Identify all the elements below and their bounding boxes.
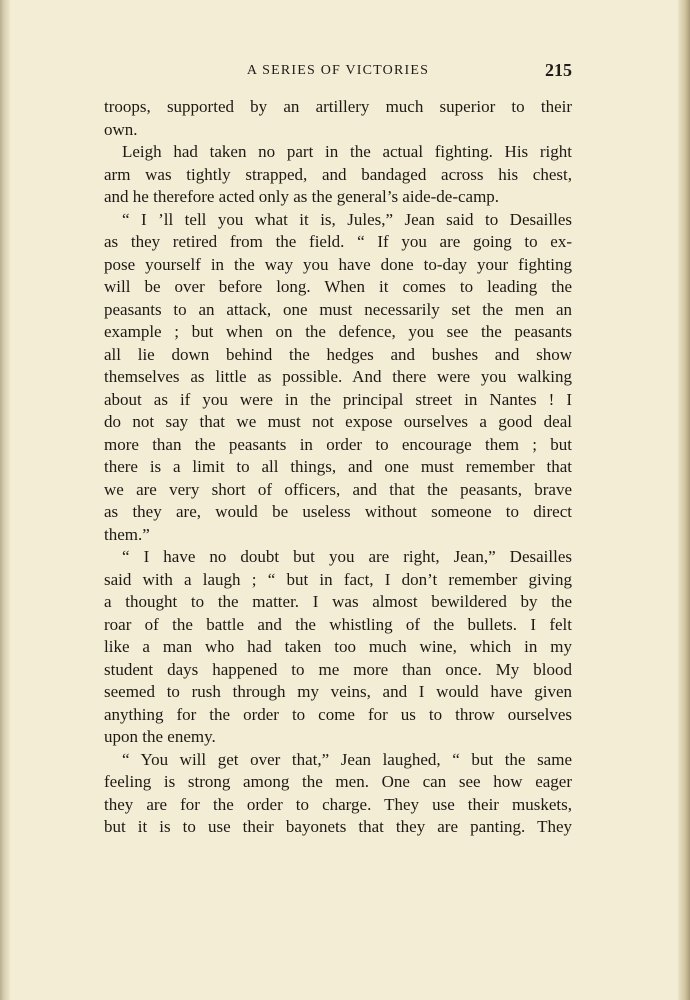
text-line: a thought to the matter. I was almost bewildered by the <box>104 592 572 611</box>
text-line: will be over before long. When it comes to leading the <box>104 277 572 296</box>
page-binding-edge <box>0 0 10 1000</box>
text-line: all lie down behind the hedges and bushes and show <box>104 344 572 364</box>
page-number: 215 <box>545 60 572 80</box>
text-line: anything for the order to come for us to throw ourselves <box>104 704 572 724</box>
text-line: Leigh had taken no part in the actual fighting. His right <box>122 142 572 161</box>
text-line: themselves as little as possible. And there were you walking <box>104 367 572 386</box>
text-line: like a man who had taken too much wine, which in my <box>104 637 572 656</box>
text-line: but it is to use their bayonets that they are panting. They <box>104 817 572 836</box>
text-line: and he therefore acted only as the general’s aide-de-camp. <box>104 187 500 206</box>
text-line: student days happened to me more than once. My blood <box>104 659 572 679</box>
text-line: roar of the battle and the whistling of the bullets. I felt <box>104 614 572 634</box>
text-line: arm was tightly strapped, and bandaged across his chest, <box>104 164 572 184</box>
text-line: upon the enemy. <box>104 727 216 746</box>
text-line: as they are, would be useless without someone to direct <box>104 502 572 521</box>
body-text <box>104 96 572 839</box>
text-line: them.” <box>104 524 150 544</box>
text-line: they are for the order to charge. They use their muskets, <box>104 794 572 814</box>
text-line: own. <box>104 119 138 139</box>
running-title: A SERIES OF VICTORIES <box>246 63 430 78</box>
text-line: as they retired from the field. “ If you are going to ex- <box>104 232 572 251</box>
text-line: more than the peasants in order to encourage them ; but <box>104 434 572 454</box>
text-line: example ; but when on the defence, you see the peasants <box>104 322 572 341</box>
text-line: we are very short of officers, and that the peasants, brave <box>104 479 572 499</box>
text-line: “ I ’ll tell you what it is, Jules,” Jean said to Desailles <box>122 209 572 229</box>
page-right-edge <box>678 0 690 1000</box>
text-line: feeling is strong among the men. One can see how eager <box>104 772 572 791</box>
text-line: troops, supported by an artillery much superior to their <box>104 97 572 116</box>
text-line: do not say that we must not expose ourselves a good deal <box>104 412 572 431</box>
text-line: seemed to rush through my veins, and I would have given <box>104 682 572 701</box>
text-line: pose yourself in the way you have done to-day your fighting <box>104 254 572 274</box>
text-line: “ I have no doubt but you are right, Jean,” Desailles <box>122 547 572 566</box>
text-line: “ You will get over that,” Jean laughed, “ but the same <box>122 749 572 769</box>
text-line: there is a limit to all things, and one must remember that <box>104 457 572 476</box>
text-line: peasants to an attack, one must necessarily set the men an <box>104 299 572 319</box>
text-line: about as if you were in the principal street in Nantes ! I <box>104 389 572 409</box>
text-line: said with a laugh ; “ but in fact, I don’t remember giving <box>104 569 572 589</box>
page-header <box>104 60 572 84</box>
